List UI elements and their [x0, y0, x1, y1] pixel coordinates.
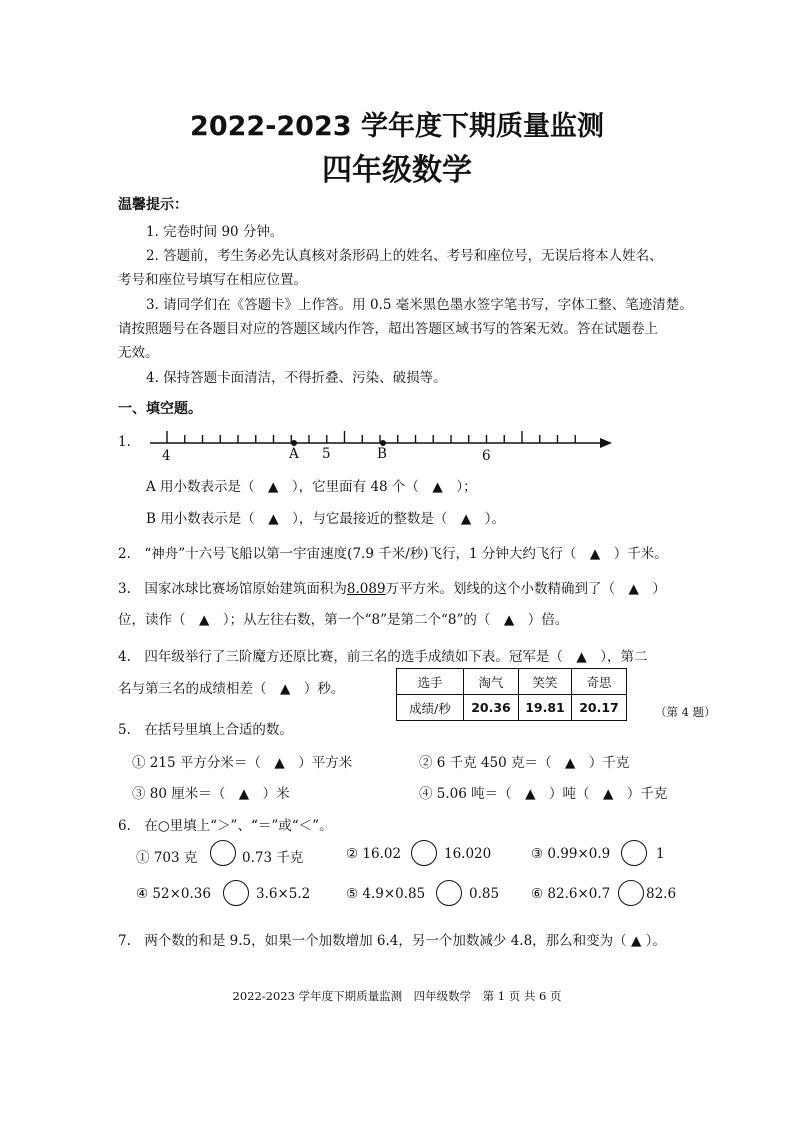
exam-title: 2022-2023 学年度下期质量监测 [190, 111, 604, 142]
q6-item-right: 3.6×5.2 [256, 886, 311, 902]
q6-heading: 6. 在○里填上“＞”、“＝”或“＜”。 [118, 818, 333, 834]
table-header: 奇思 [572, 669, 627, 695]
table-cell: 19.81 [519, 695, 572, 721]
q3-line1 [118, 577, 666, 597]
q6-item-right: 0.73 千克 [242, 850, 304, 866]
answer-circle[interactable] [223, 880, 249, 906]
tip-1: 1. 完卷时间 90 分钟。 [146, 224, 284, 240]
point-b-label: B [377, 446, 387, 462]
table-cell: 20.17 [572, 695, 627, 721]
q3-line1-start: 3. 国家冰球比赛场馆原始建筑面积为 [118, 581, 347, 597]
tick-label-5: 5 [322, 446, 331, 462]
tips-heading: 温馨提示： [118, 197, 188, 213]
page-footer: 2022-2023 学年度下期质量监测 四年级数学 第 1 页 共 6 页 [232, 989, 562, 1003]
q4-results-table [396, 668, 627, 721]
q6-item-right: 82.6 [646, 886, 677, 902]
q5-item-c: ③ 80 厘米＝（ ▲ ）米 [132, 786, 290, 802]
q4-line1: 4. 四年级举行了三阶魔方还原比赛，前三名的选手成绩如下表。冠军是（ ▲ ），第二 [118, 649, 648, 665]
exam-subtitle: 四年级数学 [322, 153, 472, 188]
tip-2a: 2. 答题前，考生务必先认真核对条形码上的姓名、考号和座位号，无误后将本人姓名、 [146, 248, 663, 264]
q1-number: 1. [118, 434, 131, 450]
answer-circle[interactable] [411, 840, 437, 866]
answer-circle[interactable] [210, 840, 236, 866]
q1-line-a: A 用小数表示是（ ▲ ），它里面有 48 个（ ▲ ）； [146, 479, 477, 495]
table-row [397, 695, 627, 721]
q3-line2: 位，读作（ ▲ ）；从左往右数，第一个“8”是第二个“8”的（ ▲ ）倍。 [118, 612, 569, 628]
q5-item-b: ② 6 千克 450 克＝（ ▲ ）千克 [419, 755, 630, 771]
answer-circle[interactable] [436, 880, 462, 906]
q6-item-left: ② 16.02 [346, 846, 402, 862]
q2-text: 2. “神舟”十六号飞船以第一宇宙速度(7.9 千米/秒)飞行，1 分钟大约飞行（ ▲ ）千米。 [118, 546, 668, 562]
tip-3b: 请按照题号在各题目对应的答题区域内作答，超出答题区域书写的答案无效。答在试题卷上 [118, 321, 658, 337]
q6-item-left: ⑥ 82.6×0.7 [531, 886, 611, 902]
q6-item-left: ③ 0.99×0.9 [531, 846, 611, 862]
table-header: 笑笑 [519, 669, 572, 695]
table-header: 淘气 [464, 669, 519, 695]
arrow-head-icon [600, 438, 612, 448]
q5-heading: 5. 在括号里填上合适的数。 [118, 722, 293, 738]
q5-item-a: ① 215 平方分米＝（ ▲ ）平方米 [132, 755, 353, 771]
q6-item-left: ④ 52×0.36 [136, 886, 211, 902]
q4-caption: （第 4 题） [655, 705, 716, 719]
q6-item-left: ⑤ 4.9×0.85 [346, 886, 426, 902]
table-header-row [397, 669, 627, 695]
q3-line1-end: 万平方米。划线的这个小数精确到了（ ▲ ） [385, 581, 666, 597]
q7-text: 7. 两个数的和是 9.5，如果一个加数增加 6.4，另一个加数减少 4.8，那么和变为（ ▲ ）。 [118, 933, 666, 949]
q1-line-b: B 用小数表示是（ ▲ ），与它最接近的整数是（ ▲ ）。 [146, 511, 505, 527]
tip-2b: 考号和座位号填写在相应位置。 [118, 272, 307, 288]
q6-item-right: 16.020 [444, 846, 492, 862]
tick-label-4: 4 [162, 448, 171, 464]
q6-item-left: ① 703 克 [136, 850, 198, 866]
q4-line2: 名与第三名的成绩相差（ ▲ ）秒。 [118, 681, 345, 697]
q3-underlined-number: 8.089 [346, 581, 386, 597]
q6-item-right: 0.85 [469, 886, 500, 902]
answer-circle[interactable] [618, 880, 644, 906]
tip-4: 4. 保持答题卡面清洁，不得折叠、污染、破损等。 [146, 370, 447, 386]
tick-label-6: 6 [482, 448, 491, 464]
q5-item-d: ④ 5.06 吨＝（ ▲ ）吨（ ▲ ）千克 [419, 786, 668, 802]
table-row-label: 成绩/秒 [397, 695, 464, 721]
table-header: 选手 [397, 669, 464, 695]
tip-3c: 无效。 [118, 345, 159, 361]
answer-circle[interactable] [621, 840, 647, 866]
tip-3a: 3. 请同学们在《答题卡》上作答。用 0.5 毫米黑色墨水签字笔书写，字体工整、笔迹清楚。 [146, 297, 693, 313]
section-heading-fill-blank: 一、填空题。 [118, 401, 202, 417]
table-cell: 20.36 [464, 695, 519, 721]
point-a-label: A [289, 446, 299, 462]
q6-item-right: 1 [656, 846, 665, 862]
